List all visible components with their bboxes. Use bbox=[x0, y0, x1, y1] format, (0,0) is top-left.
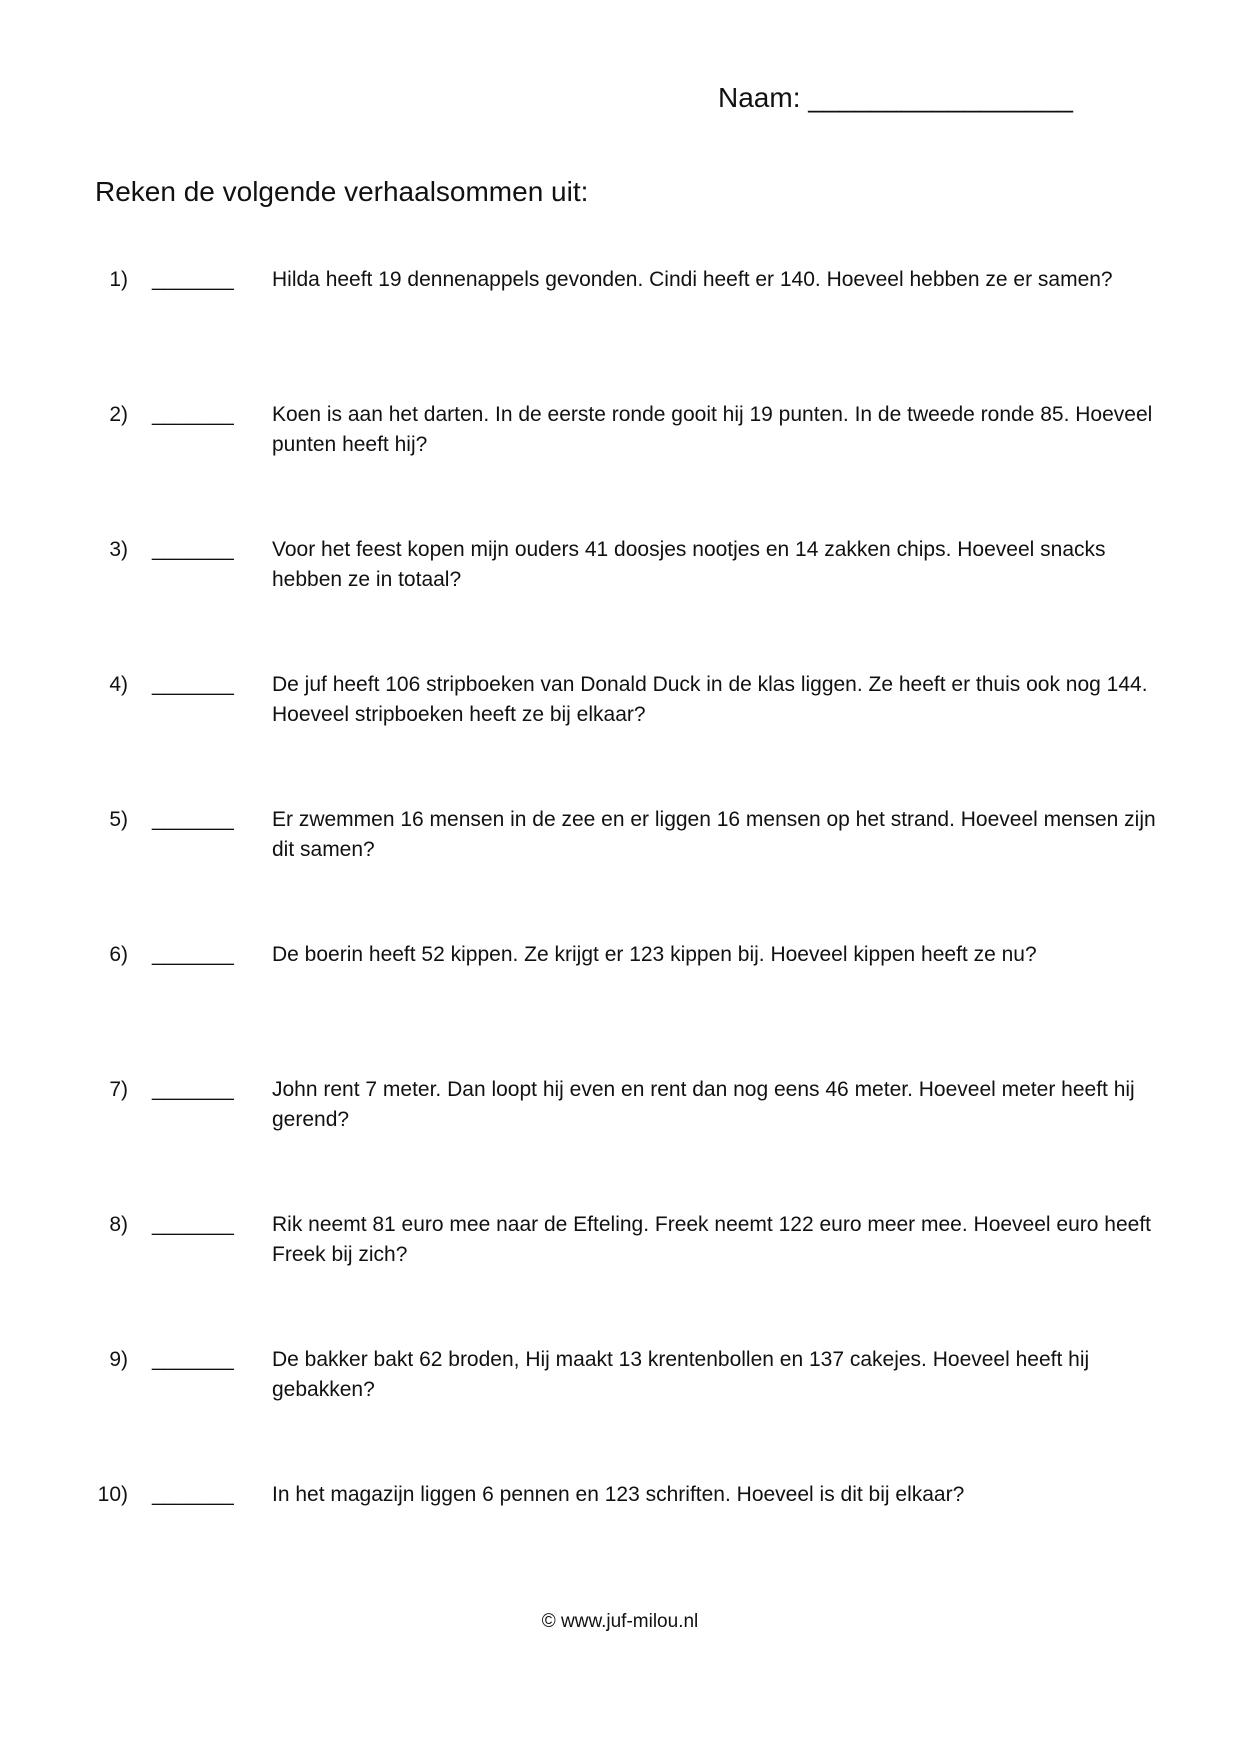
question-text: Voor het feest kopen mijn ouders 41 doosjes nootjes en 14 zakken chips. Hoeveel snacks hebben ze in totaal? bbox=[272, 538, 1106, 591]
question-text: Koen is aan het darten. In de eerste ronde gooit hij 19 punten. In de tweede ronde 85. Hoeveel punten heeft hij? bbox=[272, 403, 1153, 456]
question-item bbox=[0, 535, 1240, 615]
question-text: Rik neemt 81 euro mee naar de Efteling. Freek neemt 122 euro meer mee. Hoeveel euro heeft Freek bij zich? bbox=[272, 1213, 1151, 1266]
question-item bbox=[0, 400, 1240, 480]
question-text: De boerin heeft 52 kippen. Ze krijgt er 123 kippen bij. Hoeveel kippen heeft ze nu? bbox=[272, 943, 1037, 966]
question-item bbox=[0, 1345, 1240, 1425]
answer-blank: _______ bbox=[152, 1348, 234, 1371]
name-field-label: Naam: _________________ bbox=[718, 82, 1073, 113]
answer-blank: _______ bbox=[152, 943, 234, 966]
question-text: Er zwemmen 16 mensen in de zee en er liggen 16 mensen op het strand. Hoeveel mensen zijn dit samen? bbox=[272, 808, 1156, 861]
question-number: 9) bbox=[109, 1348, 128, 1371]
question-item bbox=[0, 670, 1240, 750]
question-text: In het magazijn liggen 6 pennen en 123 schriften. Hoeveel is dit bij elkaar? bbox=[272, 1483, 965, 1506]
question-number: 8) bbox=[109, 1213, 128, 1236]
question-number: 1) bbox=[109, 268, 128, 291]
question-text: Hilda heeft 19 dennenappels gevonden. Cindi heeft er 140. Hoeveel hebben ze er samen? bbox=[272, 268, 1113, 291]
question-item bbox=[0, 805, 1240, 885]
question-number: 5) bbox=[109, 808, 128, 831]
answer-blank: _______ bbox=[152, 1213, 234, 1236]
question-item bbox=[0, 940, 1240, 1020]
answer-blank: _______ bbox=[152, 268, 234, 291]
question-item bbox=[0, 265, 1240, 345]
answer-blank: _______ bbox=[152, 1078, 234, 1101]
question-number: 3) bbox=[109, 538, 128, 561]
copyright-footer: © www.juf-milou.nl bbox=[541, 1611, 699, 1632]
answer-blank: _______ bbox=[152, 1483, 234, 1506]
question-item bbox=[0, 1075, 1240, 1155]
question-number: 10) bbox=[97, 1483, 128, 1506]
page-instruction: Reken de volgende verhaalsommen uit: bbox=[95, 176, 589, 207]
question-text: De bakker bakt 62 broden, Hij maakt 13 krentenbollen en 137 cakejes. Hoeveel heeft hij gebakken? bbox=[272, 1348, 1090, 1401]
question-number: 6) bbox=[109, 943, 128, 966]
answer-blank: _______ bbox=[152, 673, 234, 696]
question-number: 7) bbox=[109, 1078, 128, 1101]
question-item bbox=[0, 1480, 1240, 1560]
question-number: 2) bbox=[109, 403, 128, 426]
answer-blank: _______ bbox=[152, 808, 234, 831]
question-text: John rent 7 meter. Dan loopt hij even en rent dan nog eens 46 meter. Hoeveel meter heeft hij gerend? bbox=[272, 1078, 1135, 1131]
question-text: De juf heeft 106 stripboeken van Donald Duck in de klas liggen. Ze heeft er thuis ook nog 144. Hoeveel stripboeken heeft ze bij elkaar? bbox=[272, 673, 1148, 726]
question-item bbox=[0, 1210, 1240, 1290]
question-number: 4) bbox=[109, 673, 128, 696]
answer-blank: _______ bbox=[152, 403, 234, 426]
answer-blank: _______ bbox=[152, 538, 234, 561]
